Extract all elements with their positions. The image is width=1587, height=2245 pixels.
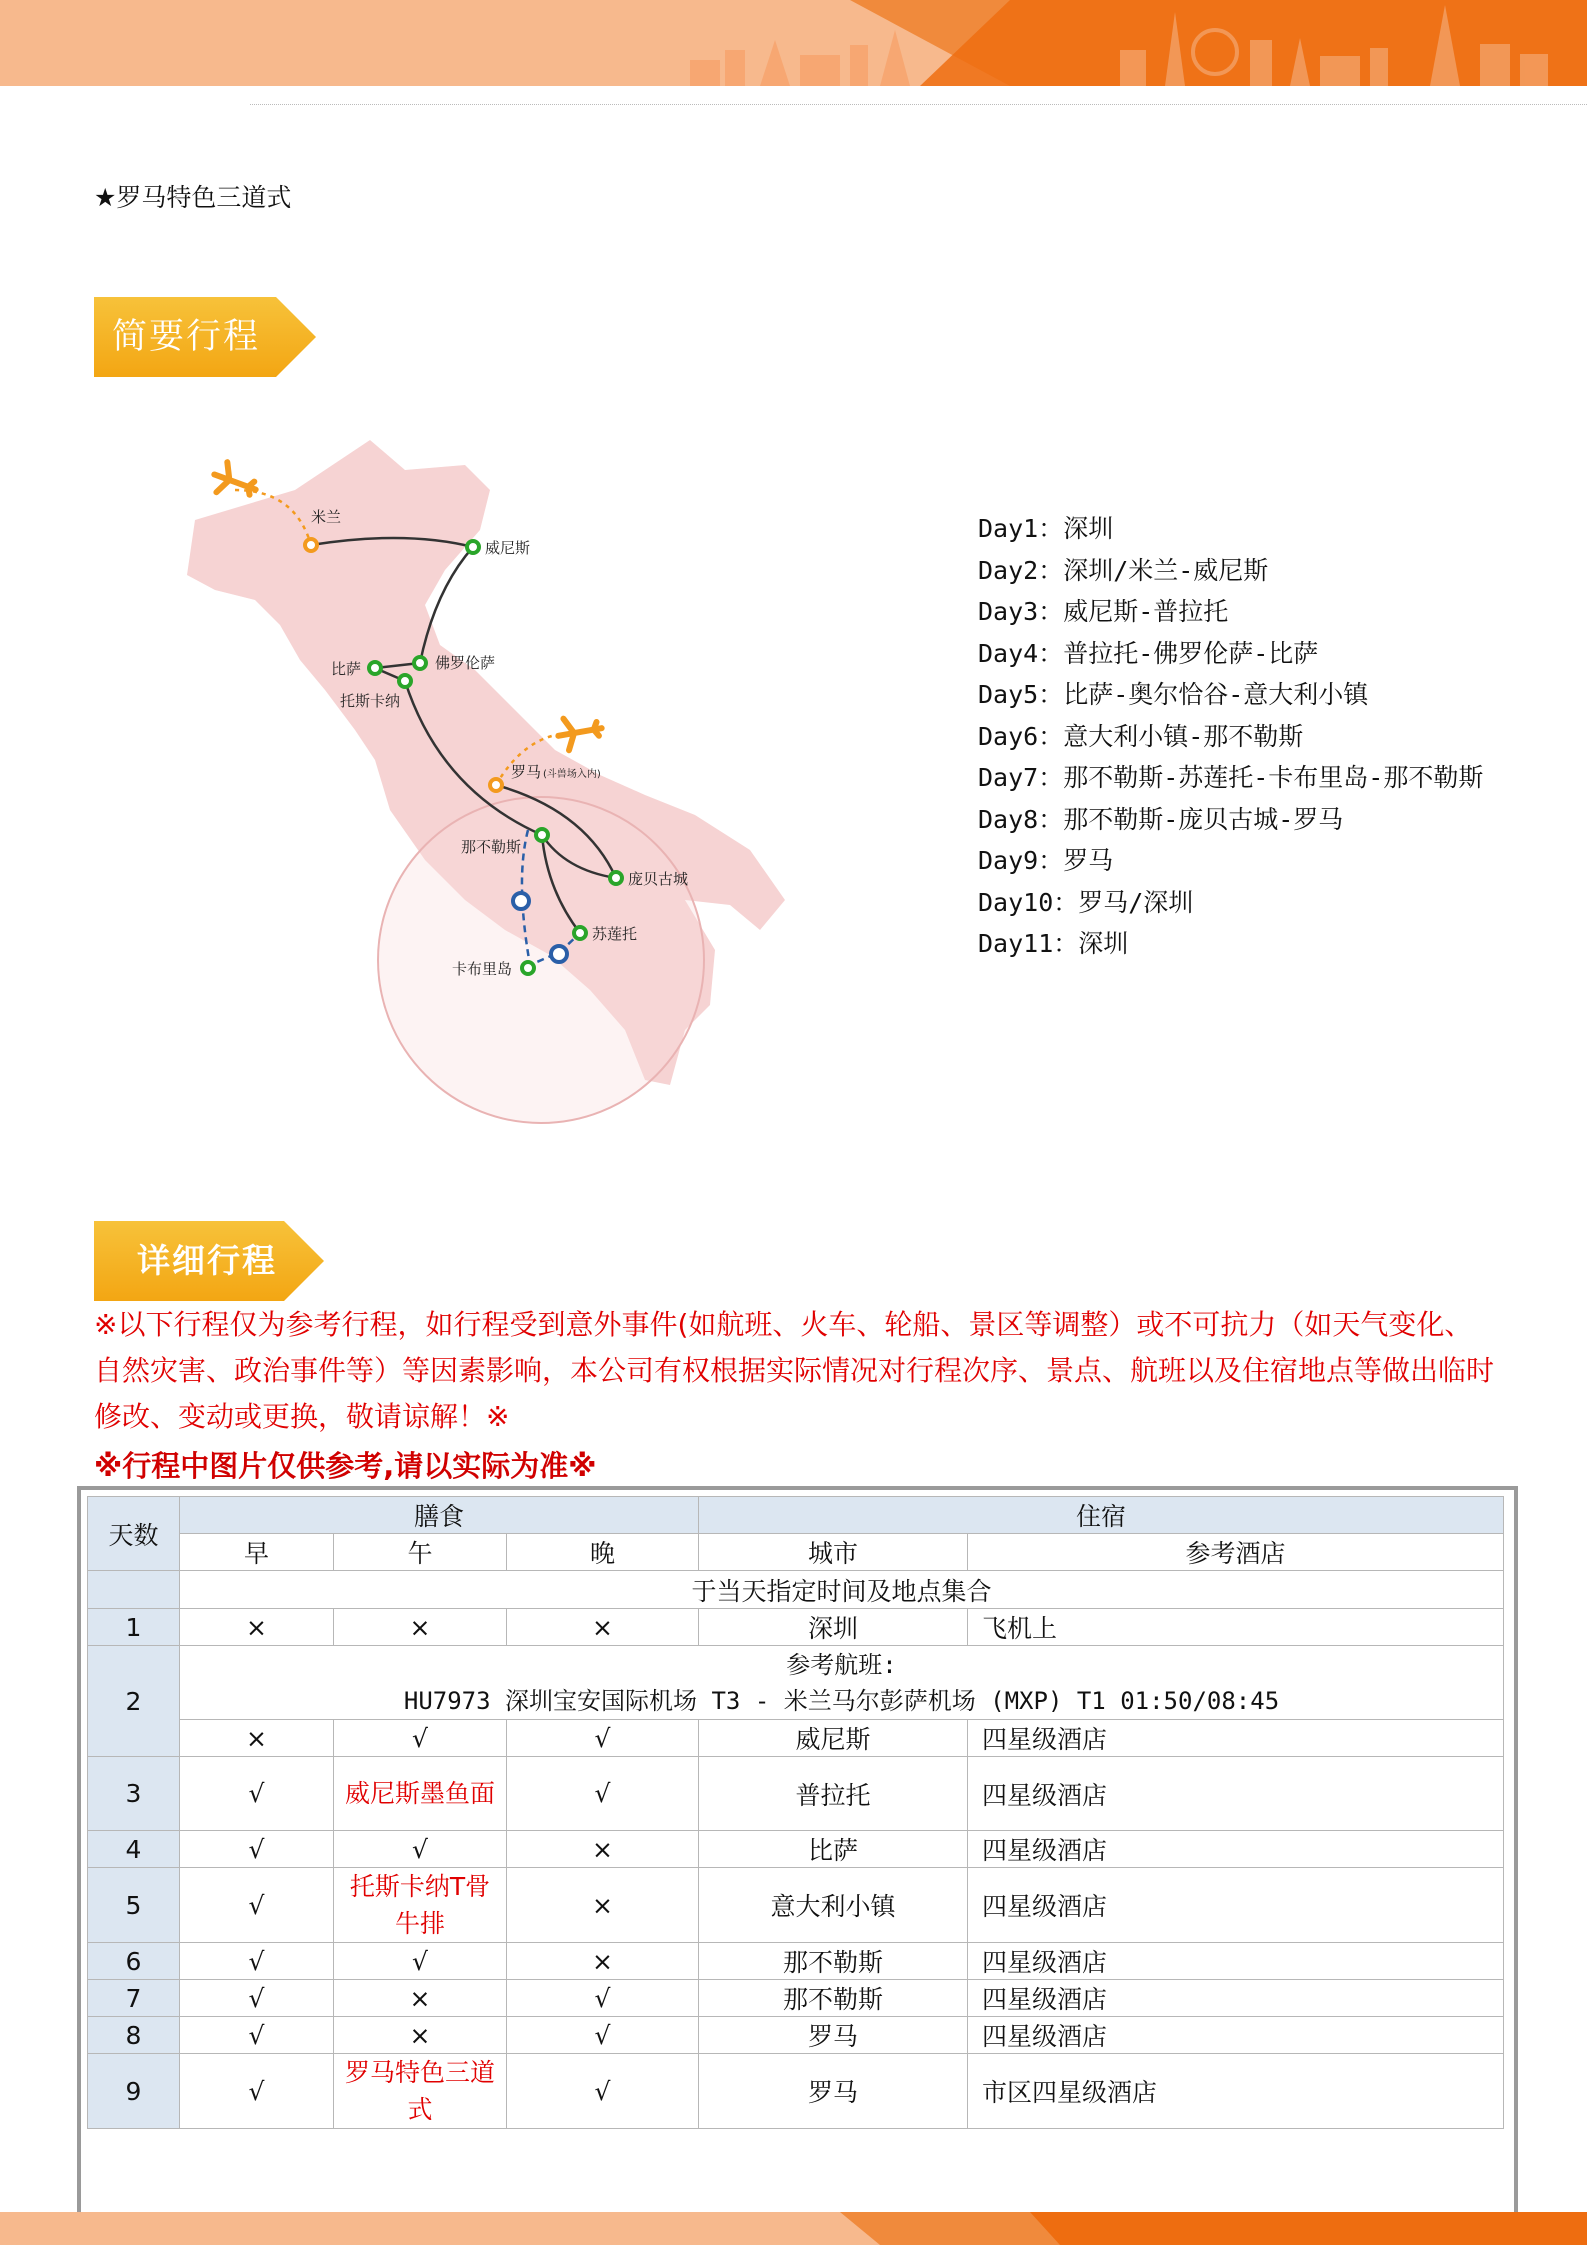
lunch-cell: √ (334, 1943, 507, 1980)
day-item: Day8：那不勒斯-庞贝古城-罗马 (978, 804, 1344, 834)
map-label-rome-note: (斗兽场入内) (543, 769, 601, 780)
brief-itinerary-title: 简要行程 (112, 317, 261, 357)
flight-label: 参考航班: (786, 1650, 897, 1679)
city-cell: 威尼斯 (699, 1720, 968, 1757)
dinner-cell: × (507, 1831, 699, 1868)
dinner-cell: × (507, 1868, 699, 1943)
breakfast-cell: √ (180, 1831, 334, 1868)
dinner-cell: √ (507, 1757, 699, 1831)
ferry-icon (551, 946, 567, 962)
plane-icon (209, 459, 261, 504)
stop-marker-venice (467, 541, 479, 553)
table-row (88, 2054, 1504, 2129)
lunch-cell: √ (334, 1720, 507, 1757)
flight-info-cell (180, 1646, 1504, 1720)
breakfast-cell: √ (180, 1943, 334, 1980)
hotel-cell: 市区四星级酒店 (968, 2054, 1504, 2129)
stop-marker-naples (536, 829, 548, 841)
airport-marker-milan (305, 539, 317, 551)
disclaimer-notice: ※以下行程仅为参考行程，如行程受到意外事件(如航班、火车、轮船、景区等调整）或不可抗力（如天气变化、自然灾害、政治事件等）等因素影响，本公司有权根据实际情况对行程次序、景点、航班以及住宿地点等做出临时修改、变动或更换，敬请谅解！※ (94, 1308, 1495, 1433)
day-number: 3 (88, 1757, 180, 1831)
city-cell: 那不勒斯 (699, 1943, 968, 1980)
lunch-cell: √ (334, 1831, 507, 1868)
itinerary-table (87, 1496, 1504, 2129)
lunch-cell: × (334, 1980, 507, 2017)
flight-details: HU7973 深圳宝安国际机场 T3 - 米兰马尔彭萨机场 (MXP) T1 01:50/08:45 (403, 1686, 1280, 1715)
city-cell: 普拉托 (699, 1757, 968, 1831)
day-item: Day10：罗马/深圳 (978, 887, 1194, 917)
stop-marker-pompeii (610, 872, 622, 884)
day-number: 2 (88, 1646, 180, 1757)
dinner-cell: √ (507, 1980, 699, 2017)
lunch-cell: × (334, 2017, 507, 2054)
table-row (88, 1757, 1504, 1831)
dinner-cell: × (507, 1609, 699, 1646)
dinner-cell: × (507, 1943, 699, 1980)
hotel-cell: 飞机上 (968, 1609, 1504, 1646)
dinner-cell: √ (507, 2054, 699, 2129)
header-meals: 膳食 (180, 1497, 699, 1534)
header-city: 城市 (699, 1534, 968, 1571)
stop-marker-sorrento (574, 927, 586, 939)
photo-disclaimer: ※行程中图片仅供参考,请以实际为准※ (94, 1449, 597, 1483)
brief-itinerary-list (978, 508, 1518, 965)
day-number: 7 (88, 1980, 180, 2017)
map-label-pompeii: 庞贝古城 (628, 870, 689, 888)
day-item: Day2：深圳/米兰-威尼斯 (978, 555, 1269, 585)
italy-route-map (175, 430, 815, 1130)
day-item: Day7：那不勒斯-苏莲托-卡布里岛-那不勒斯 (978, 763, 1484, 792)
stop-marker-capri (522, 962, 534, 974)
header-hotel: 参考酒店 (968, 1534, 1504, 1571)
map-label-milan: 米兰 (311, 508, 342, 526)
breakfast-cell: × (180, 1720, 334, 1757)
hotel-cell: 四星级酒店 (968, 1980, 1504, 2017)
hotel-cell: 四星级酒店 (968, 1868, 1504, 1943)
feature-note: ★罗马特色三道式 (94, 183, 292, 212)
table-row (88, 1868, 1504, 1943)
map-label-rome: 罗马 (511, 763, 542, 781)
header-divider (250, 104, 1587, 105)
header-lunch: 午 (334, 1534, 507, 1571)
map-label-naples: 那不勒斯 (461, 838, 522, 856)
day1-assembly-note: 于当天指定时间及地点集合 (180, 1571, 1504, 1609)
breakfast-cell: × (180, 1609, 334, 1646)
header-dinner: 晚 (507, 1534, 699, 1571)
lunch-specialty-cell: 罗马特色三道式 (334, 2054, 507, 2129)
hotel-cell: 四星级酒店 (968, 1831, 1504, 1868)
city-cell: 深圳 (699, 1609, 968, 1646)
day-cell-empty (88, 1571, 180, 1609)
breakfast-cell: √ (180, 2017, 334, 2054)
footer-banner (0, 2212, 1587, 2245)
day-item: Day4：普拉托-佛罗伦萨-比萨 (978, 638, 1319, 668)
stop-marker-florence (414, 657, 426, 669)
stop-marker-pisa (369, 662, 381, 674)
map-label-pisa: 比萨 (331, 660, 362, 678)
day-number: 5 (88, 1868, 180, 1943)
header-breakfast: 早 (180, 1534, 334, 1571)
city-cell: 罗马 (699, 2017, 968, 2054)
city-cell: 罗马 (699, 2054, 968, 2129)
day-number: 1 (88, 1609, 180, 1646)
map-label-capri: 卡布里岛 (452, 960, 513, 978)
lunch-cell: × (334, 1609, 507, 1646)
day-item: Day6：意大利小镇-那不勒斯 (978, 721, 1304, 751)
hotel-cell: 四星级酒店 (968, 1943, 1504, 1980)
breakfast-cell: √ (180, 1980, 334, 2017)
dinner-cell: √ (507, 2017, 699, 2054)
day-item: Day1：深圳 (978, 514, 1114, 543)
table-row (88, 2017, 1504, 2054)
day-item: Day9：罗马 (978, 846, 1114, 875)
day-item: Day3：威尼斯-普拉托 (978, 597, 1229, 626)
lunch-specialty-cell: 托斯卡纳T骨牛排 (334, 1868, 507, 1943)
route-map (175, 430, 815, 1134)
table-row (88, 1720, 1504, 1757)
detailed-itinerary-tag (94, 1221, 324, 1301)
skyline-decoration (0, 0, 1587, 86)
map-label-florence: 佛罗伦萨 (435, 654, 496, 672)
day-number: 9 (88, 2054, 180, 2129)
day-number: 6 (88, 1943, 180, 1980)
city-cell: 那不勒斯 (699, 1980, 968, 2017)
day-item: Day11：深圳 (978, 929, 1129, 958)
itinerary-table-frame (77, 1486, 1518, 2216)
hotel-cell: 四星级酒店 (968, 1757, 1504, 1831)
header-day: 天数 (88, 1497, 180, 1571)
ferry-icon (513, 893, 529, 909)
map-label-tuscany: 托斯卡纳 (340, 692, 401, 710)
table-row (88, 1646, 1504, 1720)
header-lodging: 住宿 (699, 1497, 1504, 1534)
hotel-cell: 四星级酒店 (968, 2017, 1504, 2054)
map-label-sorrento: 苏莲托 (592, 925, 638, 943)
table-row (88, 1831, 1504, 1868)
map-label-venice: 威尼斯 (485, 539, 531, 557)
table-row (88, 1609, 1504, 1646)
header-banner (0, 0, 1587, 86)
city-cell: 意大利小镇 (699, 1868, 968, 1943)
day-number: 4 (88, 1831, 180, 1868)
table-row (88, 1980, 1504, 2017)
lunch-specialty-cell: 威尼斯墨鱼面 (334, 1757, 507, 1831)
hotel-cell: 四星级酒店 (968, 1720, 1504, 1757)
detailed-itinerary-title: 详细行程 (137, 1241, 277, 1280)
airport-marker-rome (490, 779, 502, 791)
plane-icon (556, 712, 605, 751)
city-cell: 比萨 (699, 1831, 968, 1868)
dinner-cell: √ (507, 1720, 699, 1757)
table-row (88, 1943, 1504, 1980)
day-number: 8 (88, 2017, 180, 2054)
breakfast-cell: √ (180, 1868, 334, 1943)
breakfast-cell: √ (180, 1757, 334, 1831)
brief-itinerary-tag (94, 297, 316, 377)
day-item: Day5：比萨-奥尔恰谷-意大利小镇 (978, 680, 1369, 709)
stop-marker-tuscany (399, 675, 411, 687)
breakfast-cell: √ (180, 2054, 334, 2129)
